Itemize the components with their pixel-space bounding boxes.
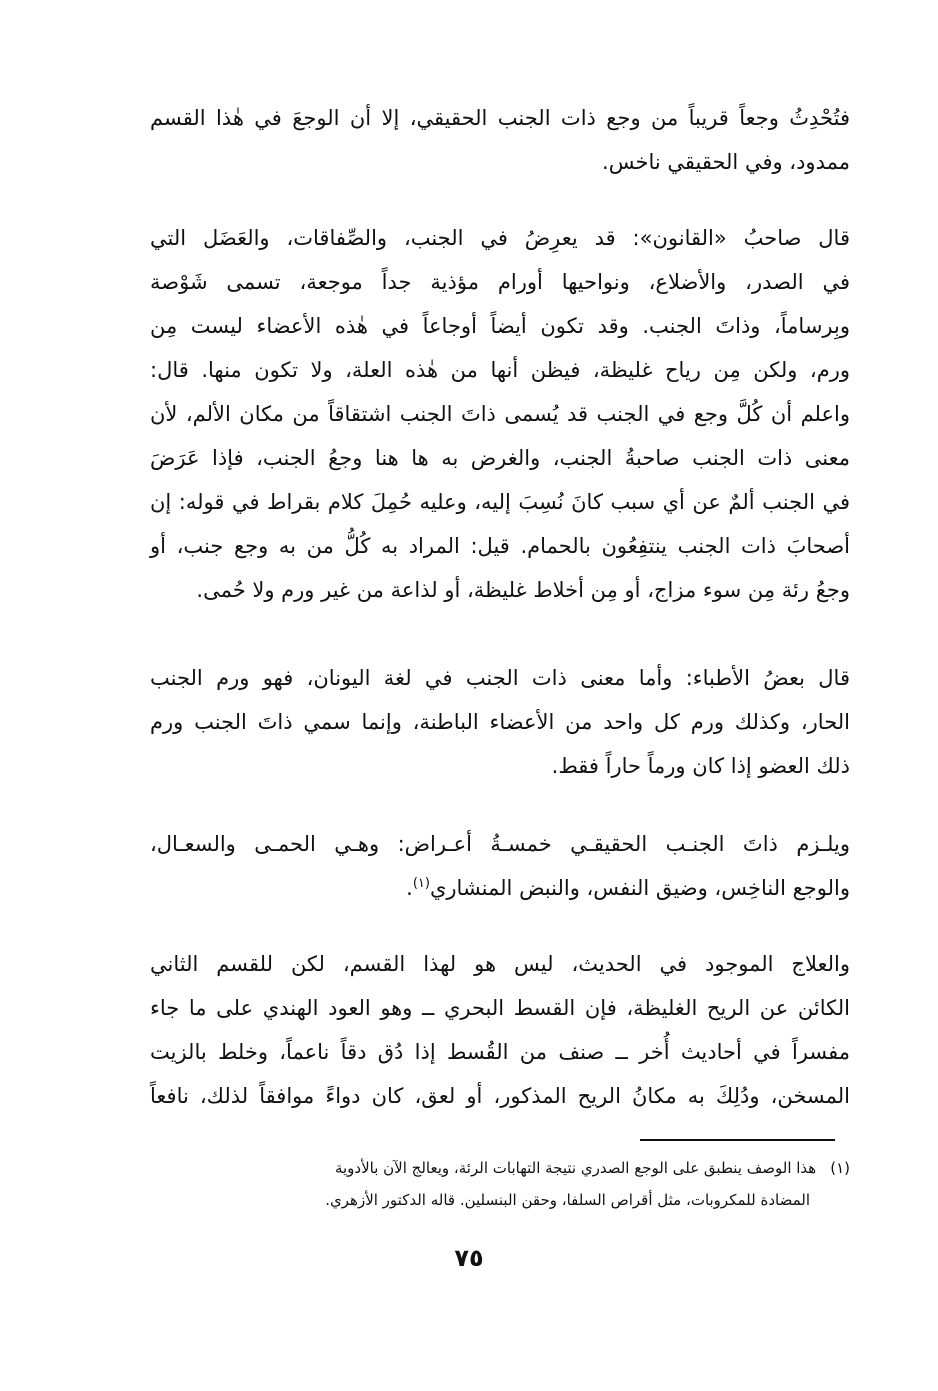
paragraph-4 — [150, 822, 850, 910]
page-number: ٧٥ — [454, 1244, 484, 1272]
footnote-reference[interactable]: (١) — [412, 876, 430, 891]
text-line: في الجنب ألمٌ عن أي سبب كانَ نُسِبَ إليه، وعليه حُمِلَ كلام بقراط في قوله: إن — [150, 490, 850, 514]
body-text — [150, 96, 850, 184]
text-line: ويلـزم ذاتَ الجنـب الحقيقـي خمسـةُ أعـراض: وهـي الحمـى والسعـال، — [150, 832, 850, 856]
text-line: ممدود، وفي الحقيقي ناخس. — [602, 150, 850, 174]
body-text — [150, 216, 850, 612]
footnote-line — [170, 1152, 850, 1184]
text-line: قال بعضُ الأطباء: وأما معنى ذات الجنب في لغة اليونان، فهو ورم الجنب — [150, 666, 850, 690]
paragraph-3 — [150, 656, 850, 788]
text-line: معنى ذات الجنب صاحبةُ الجنب، والغرض به ها هنا وجعُ الجنب، فإذا عَرَضَ — [150, 446, 850, 470]
paragraph-1 — [150, 96, 850, 184]
footnote-marker: (١) — [830, 1159, 850, 1177]
text-line: فتُحْدِثُ وجعاً قريباً من وجع ذات الجنب الحقيقي، إلا أن الوجعَ في هٰذا القسم — [150, 106, 850, 130]
text-line: وبِرساماً، وذاتَ الجنب. وقد تكون أيضاً أوجاعاً في هٰذه الأعضاء ليست مِن — [150, 314, 850, 338]
body-text — [150, 942, 850, 1118]
footnote-text: هذا الوصف ينطبق على الوجع الصدري نتيجة التهابات الرئة، ويعالج الآن بالأدوية — [334, 1159, 817, 1177]
text-line: وجعُ رئة مِن سوء مزاج، أو مِن أخلاط غليظة، أو لذاعة من غير ورم ولا حُمى. — [196, 578, 850, 602]
footnote-separator — [640, 1139, 835, 1141]
text-line: الحار، وكذلك ورم كل واحد من الأعضاء الباطنة، وإنما سمي ذاتَ الجنب ورم — [150, 710, 850, 734]
text-line: قال صاحبُ «القانون»: قد يعرِضُ في الجنب، والصِّفاقات، والعَضَل التي — [150, 226, 850, 250]
body-text — [150, 656, 850, 788]
paragraph-2 — [150, 216, 850, 612]
text-line: أصحابَ ذات الجنب ينتفِعُون بالحمام. قيل: المراد به كُلُّ من به وجع جنب، أو — [150, 534, 850, 558]
text-line: ورم، ولكن مِن رياح غليظة، فيظن أنها من هٰذه العلة، ولا تكون منها. قال: — [150, 358, 850, 382]
text-line: المسخن، ودُلِكَ به مكانُ الريح المذكور، أو لعق، كان دواءً موافقاً لذلك، نافعاً — [150, 1084, 850, 1108]
text-line — [150, 866, 850, 910]
text-line: ذلك العضو إذا كان ورماً حاراً فقط. — [551, 754, 850, 778]
text-line: واعلم أن كُلَّ وجع في الجنب قد يُسمى ذاتَ الجنب اشتقاقاً من مكان الألم، لأن — [150, 402, 850, 426]
paragraph-5 — [150, 942, 850, 1118]
text-line: في الصدر، والأضلاع، ونواحيها أورام مؤذية جداً موجعة، تسمى شَوْصة — [150, 270, 850, 294]
text-line: والعلاج الموجود في الحديث، ليس هو لهذا القسم، لكن للقسم الثاني — [150, 952, 850, 976]
text-line-content: والوجع الناخِس، وضيق النفس، والنبض المنشاري — [429, 876, 850, 900]
body-text — [150, 822, 850, 910]
footnote — [170, 1152, 850, 1216]
text-line: مفسراً في أحاديث أُخر ــ صنف من القُسط إذا دُق دقاً ناعماً، وخلط بالزيت — [150, 1040, 850, 1064]
text-line: الكائن عن الريح الغليظة، فإن القسط البحري ــ وهو العود الهندي على ما جاء — [150, 996, 850, 1020]
line-end-punctuation: . — [406, 876, 413, 900]
footnote-line: المضادة للمكروبات، مثل أقراص السلفا، وحقن البنسلين. قاله الدكتور الأزهري. — [325, 1191, 810, 1209]
